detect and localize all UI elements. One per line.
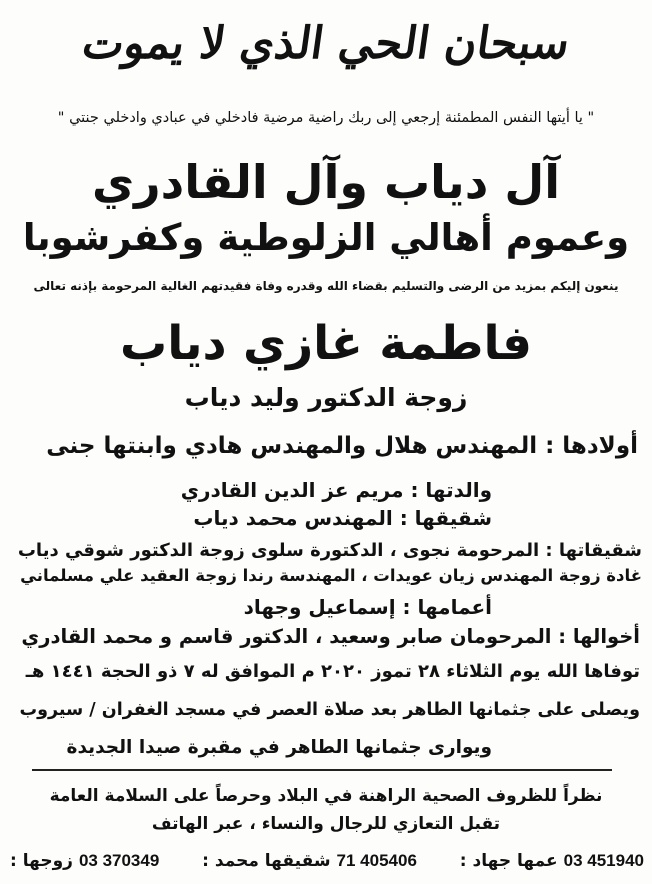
covid-notice: نظراً للظروف الصحية الراهنة في البلاد وحرصاً على السلامة العامة — [49, 786, 603, 806]
contact-label: زوجها : — [10, 851, 73, 871]
death-date-line: توفاها الله يوم الثلاثاء ٢٨ تموز ٢٠٢٠ م الموافق له ٧ ذو الحجة ١٤٤١ هـ — [25, 661, 640, 682]
villages-title: وعموم أهالي الزلوطية وكفرشوبا — [22, 216, 630, 259]
sisters-line: شقيقاتها : المرحومة نجوى ، الدكتورة سلوى زوجة الدكتور شوقي دياب — [17, 540, 642, 561]
section-divider — [32, 769, 612, 771]
families-title: آل دياب وآل القادري — [91, 155, 561, 209]
brother-line: شقيقها : المهندس محمد دياب — [193, 506, 492, 530]
contact-brother — [202, 851, 417, 871]
announcement-text: ينعون إليكم بمزيد من الرضى والتسليم بقضاء الله وقدره وفاة فقيدتهم الغالية المرحومة بإذنه تعالى — [33, 279, 619, 293]
maternal-uncles-line: أخوالها : المرحومان صابر وسعيد ، الدكتور قاسم و محمد القادري — [21, 625, 640, 648]
paternal-uncles-line: أعمامها : إسماعيل وجهاد — [243, 595, 492, 619]
contact-label: عمها جهاد : — [459, 851, 558, 871]
condolences-notice: تقبل التعازي للرجال والنساء ، عبر الهاتف — [151, 814, 501, 834]
husband-line: زوجة الدكتور وليد دياب — [184, 383, 468, 412]
contact-uncle — [460, 851, 644, 871]
funeral-prayer-line: ويصلى على جثمانها الطاهر بعد صلاة العصر في مسجد الغفران / سيروب — [19, 700, 640, 720]
children-line: أولادها : المهندس هلال والمهندس هادي وابنتها جنى — [46, 433, 638, 459]
contact-label: شقيقها محمد : — [202, 851, 331, 871]
contact-phones — [10, 846, 644, 876]
contact-husband — [10, 851, 159, 871]
calligraphy-heading: سبحان الحي الذي لا يموت — [79, 18, 573, 69]
mother-line: والدتها : مريم عز الدين القادري — [180, 478, 492, 502]
quran-verse: " يا أيتها النفس المطمئنة إرجعي إلى ربك راضية مرضية فادخلي في عبادي وادخلي جنتي " — [57, 110, 595, 126]
contact-number: 71 405406 — [336, 851, 417, 870]
burial-line: ويوارى جثمانها الطاهر في مقبرة صيدا الجديدة — [66, 737, 492, 758]
deceased-name: فاطمة غازي دياب — [120, 316, 532, 371]
sisters-line-continued: غادة زوجة المهندس زيان عويدات ، المهندسة رندا زوجة العقيد علي مسلماني — [20, 566, 642, 585]
contact-number: 03 370349 — [78, 851, 160, 870]
contact-number: 03 451940 — [563, 851, 644, 870]
